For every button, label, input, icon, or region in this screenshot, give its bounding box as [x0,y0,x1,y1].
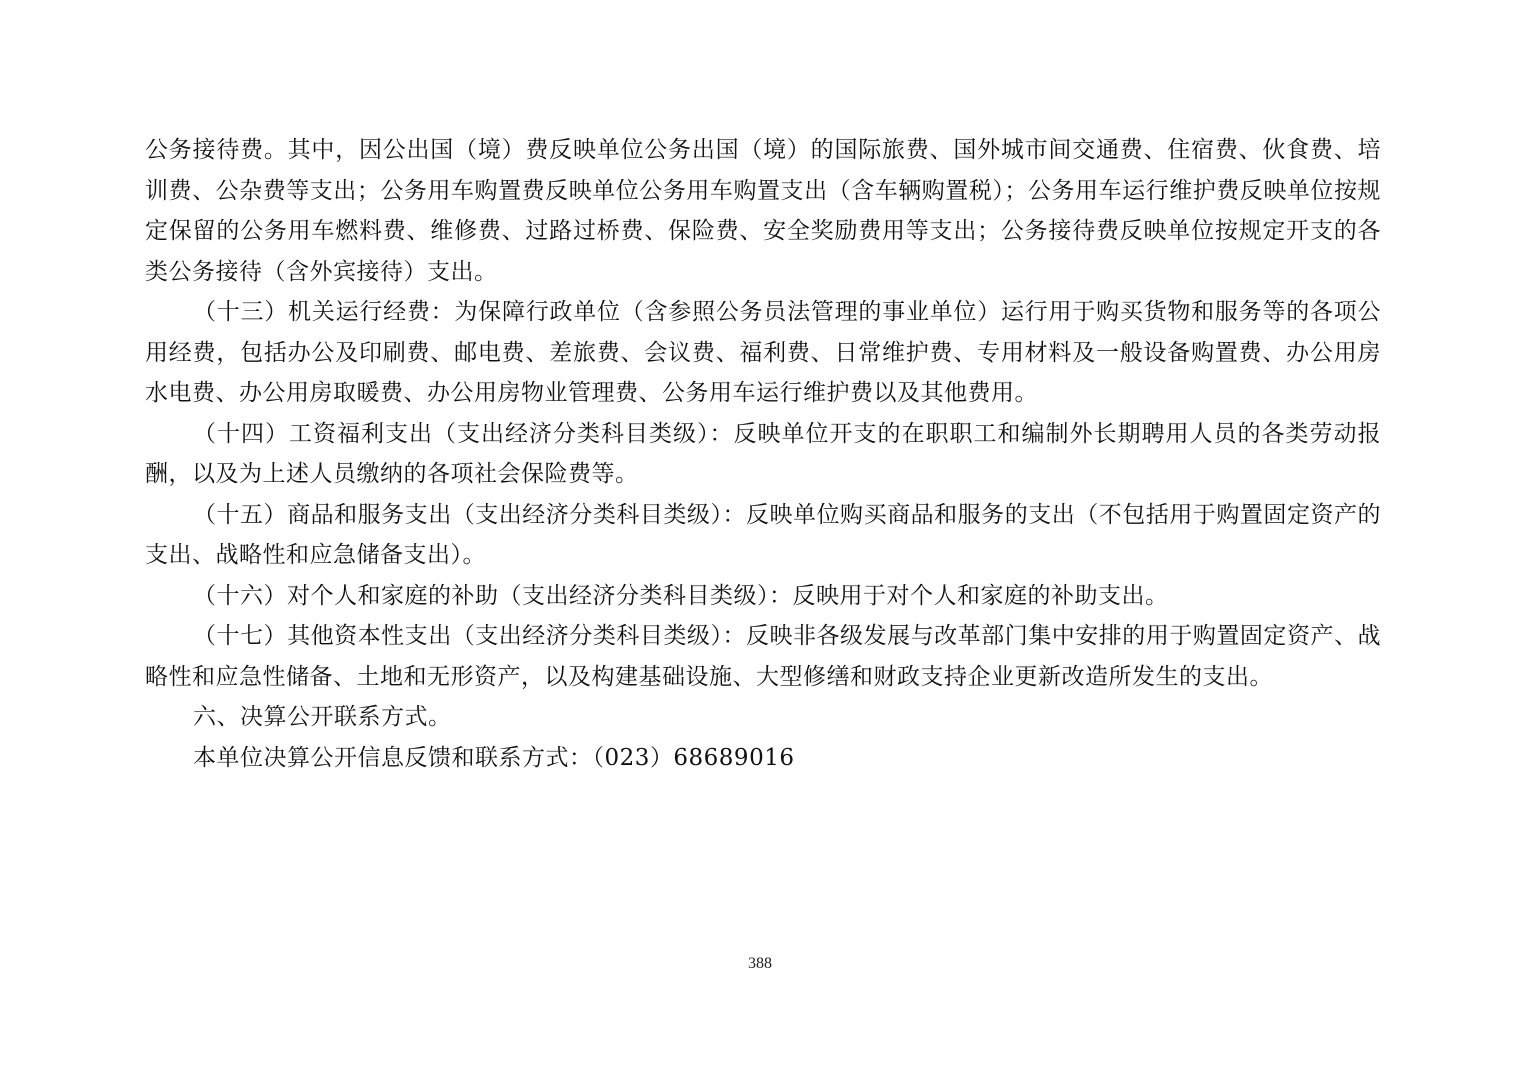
paragraph-13-agency-operating-expense: （十三）机关运行经费：为保障行政单位（含参照公务员法管理的事业单位）运行用于购买货物和服务等的各项公用经费，包括办公及印刷费、邮电费、差旅费、会议费、福利费、日常维护费、专用材料及一般设备购置费、办公用房水电费、办公用房取暖费、办公用房物业管理费、公务用车运行维护费以及其他费用。 [145,299,1381,406]
paragraph-14-wage-welfare-expense: （十四）工资福利支出（支出经济分类科目类级）：反映单位开支的在职职工和编制外长期聘用人员的各类劳动报酬，以及为上述人员缴纳的各项社会保险费等。 [145,420,1381,487]
paragraph-official-reception-expense: 公务接待费。其中，因公出国（境）费反映单位公务出国（境）的国际旅费、国外城市间交通费、住宿费、伙食费、培训费、公杂费等支出；公务用车购置费反映单位公务用车购置支出（含车辆购置税）；公务用车运行维护费反映单位按规定保留的公务用车燃料费、维修费、过路过桥费、保险费、安全奖励费用等支出；公务接待费反映单位按规定开支的各类公务接待（含外宾接待）支出。 [145,137,1381,285]
paragraph-17-other-capital-expense: （十七）其他资本性支出（支出经济分类科目类级）：反映非各级发展与改革部门集中安排的用于购置固定资产、战略性和应急性储备、土地和无形资产，以及构建基础设施、大型修缮和财政支持企业更新改造所发生的支出。 [145,623,1381,690]
section-heading-contact: 六、决算公开联系方式。 [193,704,452,730]
paragraph-15-goods-services-expense: （十五）商品和服务支出（支出经济分类科目类级）：反映单位购买商品和服务的支出（不包括用于购置固定资产的支出、战略性和应急储备支出）。 [145,501,1381,568]
document-body [145,130,1381,778]
page-number: 388 [748,955,772,972]
paragraph-contact-info: 本单位决算公开信息反馈和联系方式：（023）68689016 [193,744,795,771]
paragraph-16-subsidy-to-individuals: （十六）对个人和家庭的补助（支出经济分类科目类级）：反映用于对个人和家庭的补助支出。 [193,582,1169,609]
